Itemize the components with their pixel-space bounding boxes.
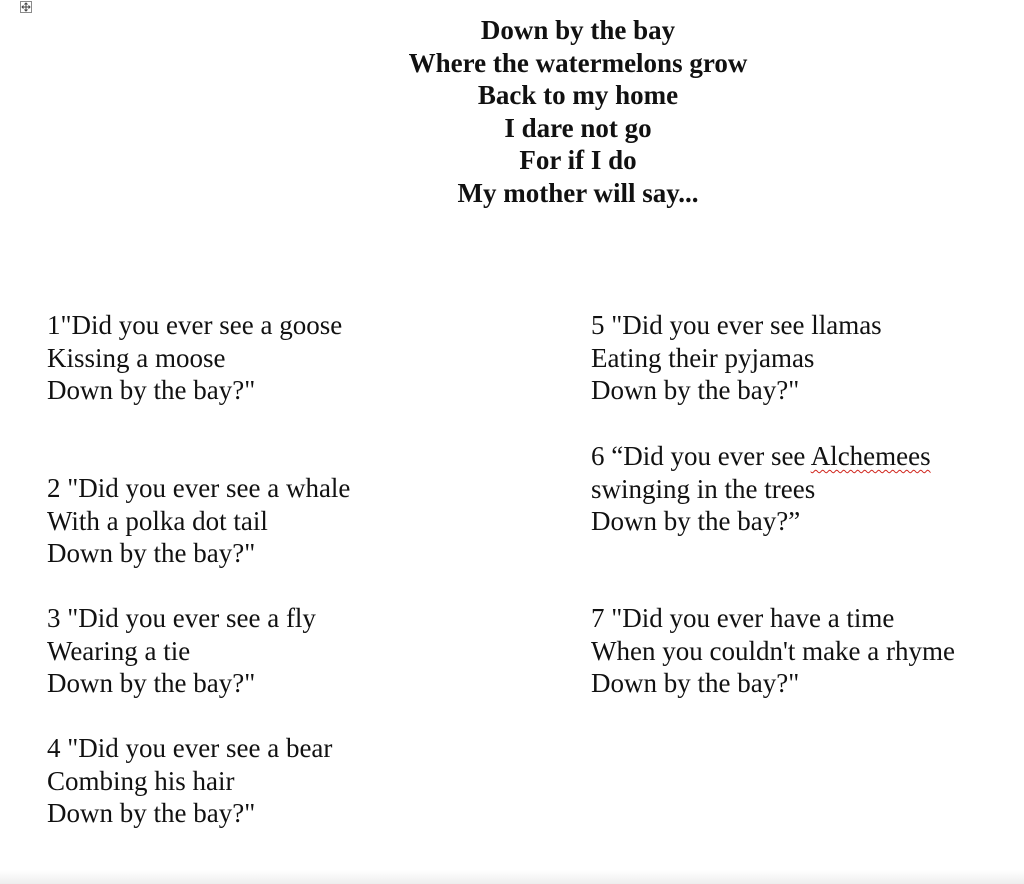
verse-line-text: 6 “Did you ever see <box>591 441 811 471</box>
verse-line: Eating their pyjamas <box>591 342 815 373</box>
verse-line: Down by the bay?” <box>591 506 801 537</box>
chorus-line: I dare not go <box>504 112 652 143</box>
chorus-line: Where the watermelons grow <box>408 47 748 78</box>
chorus-line: Down by the bay <box>480 15 676 45</box>
chorus-line: For if I do <box>519 145 637 176</box>
move-crosshair-icon <box>21 2 31 12</box>
verse-line: swinging in the trees <box>591 473 816 504</box>
verse-5 <box>591 309 882 407</box>
verse-line: Down by the bay?" <box>47 538 256 569</box>
verse-line: Wearing a tie <box>47 635 191 666</box>
verse-line: Down by the bay?" <box>591 375 800 406</box>
misspelled-word[interactable]: Alchemees <box>810 441 931 471</box>
verse-line: Down by the bay?" <box>47 668 256 699</box>
verse-line: 3 "Did you ever see a fly <box>47 603 316 633</box>
verse-line: When you couldn't make a rhyme <box>591 635 955 666</box>
verse-line: 5 "Did you ever see llamas <box>591 310 882 340</box>
verse-1 <box>47 309 342 407</box>
chorus-line: Back to my home <box>477 80 679 111</box>
verse-line: 4 "Did you ever see a bear <box>47 733 333 763</box>
verse-line: 7 "Did you ever have a time <box>591 603 895 633</box>
chorus <box>378 14 778 210</box>
verse-line: Combing his hair <box>47 765 235 796</box>
verse-line: 1"Did you ever see a goose <box>47 310 343 340</box>
page-bottom-edge <box>0 870 1024 884</box>
chorus-line: My mother will say... <box>457 177 699 208</box>
verse-line: Down by the bay?" <box>47 798 256 829</box>
verse-6 <box>591 440 931 538</box>
verse-3 <box>47 602 316 700</box>
verse-line: Down by the bay?" <box>591 668 800 699</box>
verse-line: With a polka dot tail <box>47 505 268 536</box>
verse-7 <box>591 602 955 700</box>
verse-2 <box>47 472 350 570</box>
verse-line <box>591 440 931 473</box>
verse-4 <box>47 732 332 830</box>
verse-line: 2 "Did you ever see a whale <box>47 473 351 503</box>
table-move-handle-icon[interactable] <box>20 1 32 13</box>
verse-line: Kissing a moose <box>47 342 226 373</box>
verse-line: Down by the bay?" <box>47 375 256 406</box>
